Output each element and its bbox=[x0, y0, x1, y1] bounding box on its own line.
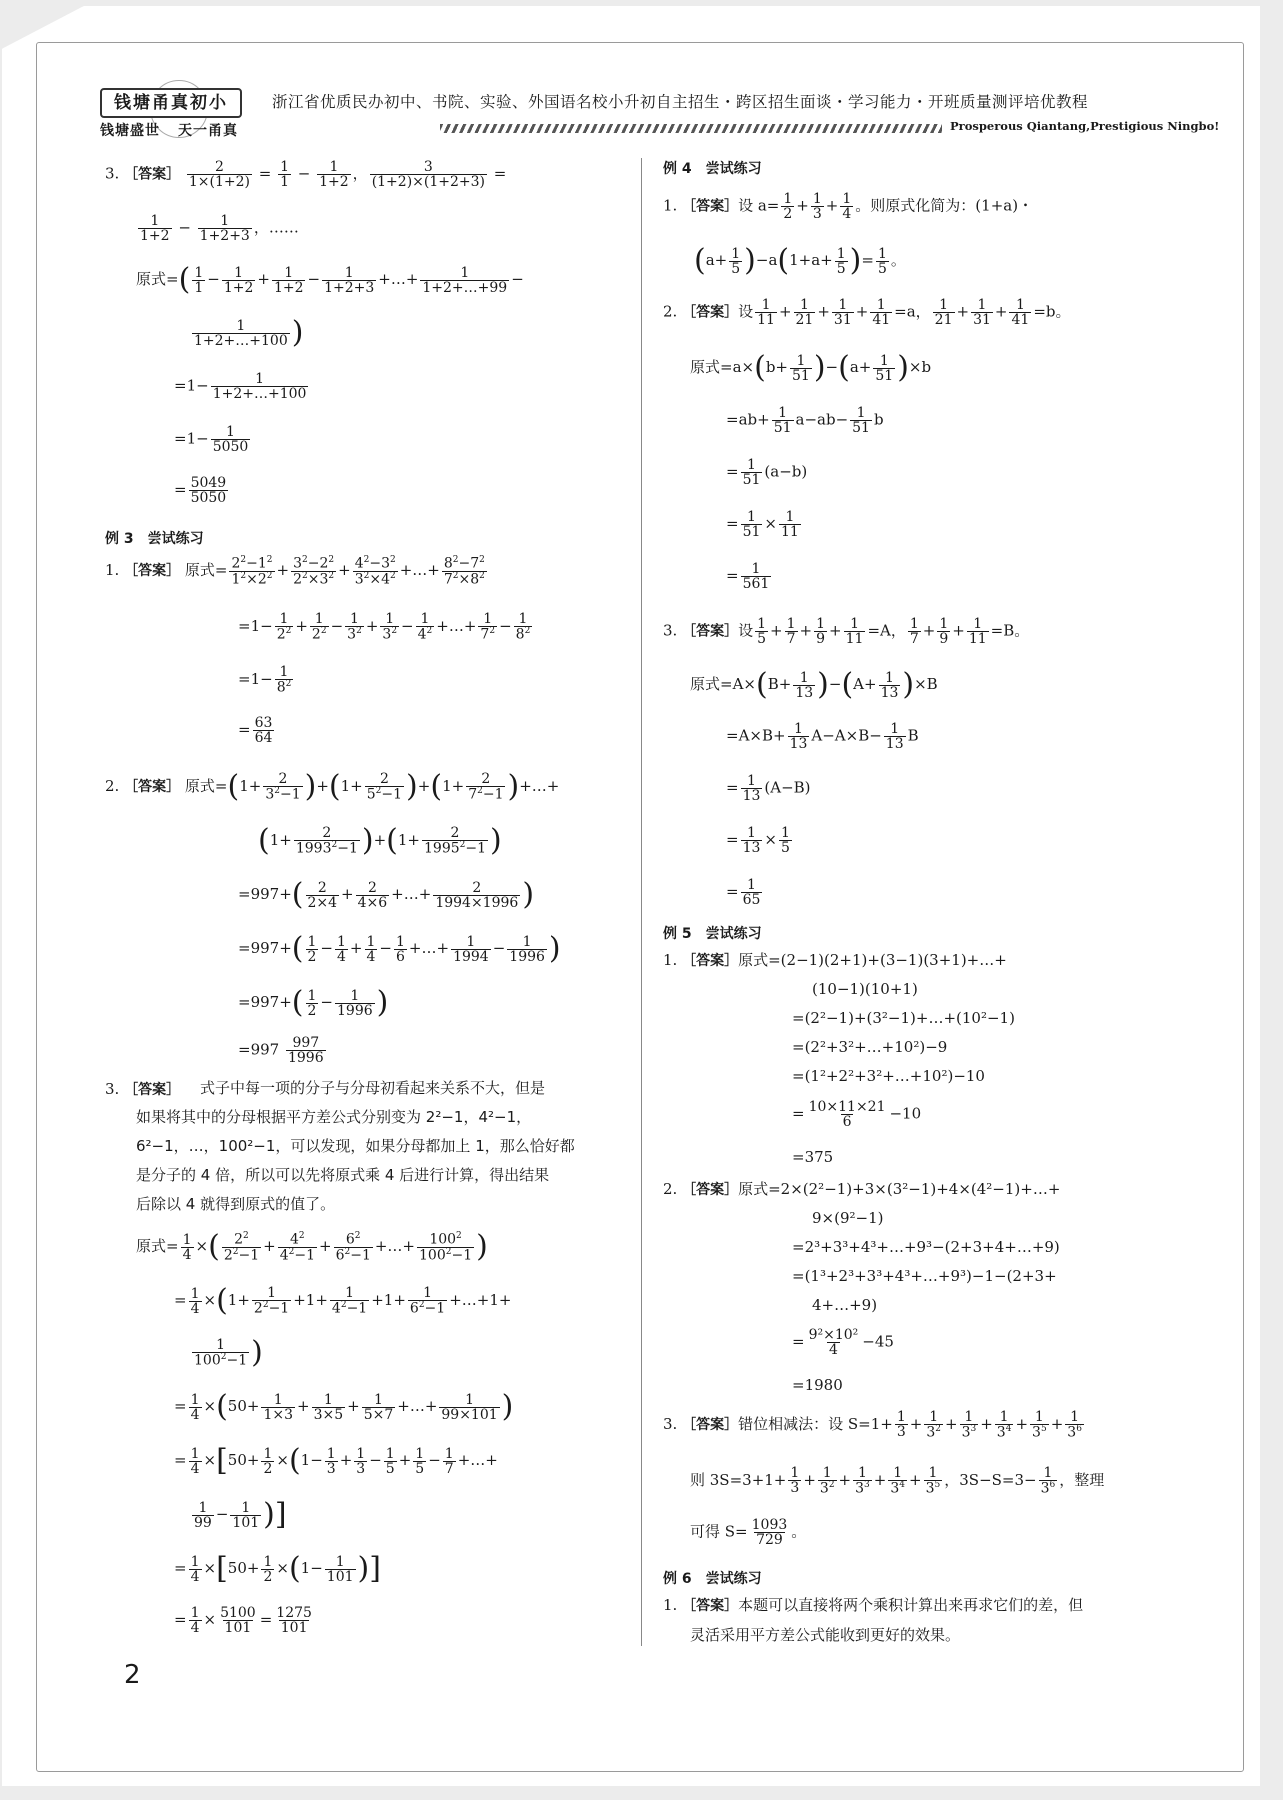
ex3-q2-line-1: 2. ［答案］ 原式=(1+ $\frac{2}{3^2-1}$ )+(1+ $\frac{2}{5^2-1}$ )+(1+ $\frac{2}{7^2-1}$ )+…+ bbox=[105, 769, 560, 804]
ex5-q1-line-5: =(1²+2²+3²+…+10²)−10 bbox=[792, 1067, 985, 1085]
tagline-right: 天一甬真 bbox=[178, 123, 238, 139]
ex3-q3-calc-7: = $\frac{1}{4}$ ×[50+ $\frac{1}{2}$ ×(1− $\frac{1}{101}$ )] bbox=[174, 1551, 381, 1586]
ex3-q3-calc-3: $\frac{1}{100^2-1}$ ) bbox=[194, 1335, 263, 1370]
ex3-q2-line-6: =997 $\frac{997}{1996}$ bbox=[238, 1035, 324, 1066]
example-5-heading: 例 5 尝试练习 bbox=[663, 926, 762, 942]
header-stripe-decoration bbox=[440, 124, 942, 133]
ex4-q2-line-6: = $\frac{1}{561}$ bbox=[726, 561, 770, 592]
ex5-q2-line-5: 4+…+9) bbox=[812, 1296, 878, 1314]
ex4-q3-line-4: = $\frac{1}{13}$ (A−B) bbox=[726, 773, 811, 804]
ex3-q3-label: 3. ［答案］ bbox=[105, 1080, 181, 1098]
ex5-q2-line-2: 9×(9²−1) bbox=[812, 1209, 884, 1227]
header-title: 浙江省优质民办初中、书院、实验、外国语名校小升初自主招生・跨区招生面谈・学习能力・开班质量测评培优教程 bbox=[272, 93, 1089, 111]
header-english-slogan: Prosperous Qiantang,Prestigious Ningbo! bbox=[950, 119, 1220, 133]
ex5-q3-line-2: 则 3S=3+1+ $\frac{1}{3}$ + $\frac{1}{3^2}$ + $\frac{1}{3^3}$ + $\frac{1}{3^4}$ + $\frac{1}{3^5}$ ，3S−S=3− $\frac{1}{3^6}$ ，整理 bbox=[690, 1465, 1105, 1497]
ex4-q3-line-2: 原式=A×(B+ $\frac{1}{13}$ )−(A+ $\frac{1}{13}$ )×B bbox=[690, 667, 938, 702]
tagline-left: 钱塘盛世 bbox=[100, 123, 160, 139]
ex3-q3-calc-6: $\frac{1}{99}$ − $\frac{1}{101}$ )] bbox=[194, 1497, 287, 1532]
ex5-q3-line-3: 可得 S= $\frac{1093}{729}$ 。 bbox=[690, 1517, 807, 1548]
ex4-q3-line-1: 3. ［答案］设 $\frac{1}{5}$ + $\frac{1}{7}$ + $\frac{1}{9}$ + $\frac{1}{11}$ =A， $\frac{1}{7}$ + $\frac{1}{9}$ + $\frac{1}{11}$ =B。 bbox=[663, 616, 1030, 647]
ex5-q1-line-1: 1. ［答案］原式=(2−1)(2+1)+(3−1)(3+1)+…+ bbox=[663, 951, 1007, 969]
ex4-q2-line-4: = $\frac{1}{51}$ (a−b) bbox=[726, 457, 808, 488]
q3a-line-3: 原式=( $\frac{1}{1}$ − $\frac{1}{1+2}$ + $\frac{1}{1+2}$ − $\frac{1}{1+2+3}$ +…+ $\frac{1}{1+2+\dots+99}$ − bbox=[136, 262, 524, 297]
ex3-q3-para-line-2: 如果将其中的分母根据平方差公式分别变为 2²−1，4²−1， bbox=[136, 1108, 532, 1126]
column-divider bbox=[641, 158, 642, 1646]
example-6-heading: 例 6 尝试练习 bbox=[663, 1571, 762, 1587]
header-tagline bbox=[100, 120, 238, 140]
q3a-line-6: =1− $\frac{1}{5050}$ bbox=[174, 424, 249, 455]
ex3-q2-line-5: =997+( $\frac{1}{2}$ − $\frac{1}{1996}$ ) bbox=[238, 985, 389, 1020]
header-logo: 钱塘甬真初小 bbox=[100, 88, 242, 118]
ex4-q2-line-3: =ab+ $\frac{1}{51}$ a−ab− $\frac{1}{51}$ b bbox=[726, 405, 884, 436]
ex4-q2-line-1: 2. ［答案］设 $\frac{1}{11}$ + $\frac{1}{21}$ + $\frac{1}{31}$ + $\frac{1}{41}$ =a， $\frac{1}{21}$ + $\frac{1}{31}$ + $\frac{1}{41}$ =b。 bbox=[663, 297, 1071, 328]
page-number: 2 bbox=[124, 1660, 141, 1690]
q3a-line-2: $\frac{1}{1+2}$ − $\frac{1}{1+2+3}$ ，…… bbox=[140, 213, 299, 244]
ex3-q3-para-line-3: 6²−1，…，100²−1，可以发现，如果分母都加上 1，那么恰好都 bbox=[136, 1137, 575, 1155]
ex3-q3-calc-8: = $\frac{1}{4}$ × $\frac{5100}{101}$ = $\frac{1275}{101}$ bbox=[174, 1605, 312, 1636]
ex4-q2-line-5: = $\frac{1}{51}$ × $\frac{1}{11}$ bbox=[726, 509, 799, 540]
ex5-q2-line-6: = $\frac{\text{9²×10²}}{4}$ −45 bbox=[792, 1327, 894, 1358]
ex3-q1-line-4: = $\frac{63}{64}$ bbox=[238, 715, 273, 746]
ex3-q3-para-line-4: 是分子的 4 倍，所以可以先将原式乘 4 后进行计算，得出结果 bbox=[136, 1166, 550, 1184]
ex5-q2-line-1: 2. ［答案］原式=2×(2²−1)+3×(3²−1)+4×(4²−1)+…+ bbox=[663, 1180, 1061, 1198]
ex3-q3-para-line-1: 式子中每一项的分子与分母初看起来关系不大，但是 bbox=[200, 1079, 546, 1097]
ex3-q3-calc-1: 原式= $\frac{1}{4}$ ×( $\frac{2^2}{2^2-1}$ + $\frac{4^2}{4^2-1}$ + $\frac{6^2}{6^2-1}$ +…+ $\frac{100^2}{100^2-1}$ ) bbox=[136, 1229, 488, 1265]
ex4-q2-line-2: 原式=a×(b+ $\frac{1}{51}$ )−(a+ $\frac{1}{51}$ )×b bbox=[690, 350, 932, 385]
ex4-q1-line-1: 1. ［答案］设 a= $\frac{1}{2}$ + $\frac{1}{3}$ + $\frac{1}{4}$ 。则原式化简为：(1+a)・ bbox=[663, 191, 1034, 222]
ex3-q3-calc-4: = $\frac{1}{4}$ ×(50+ $\frac{1}{1\times 3}$ + $\frac{1}{3\times 5}$ + $\frac{1}{5\times 7}$ +…+ $\frac{1}{99\times 101}$ ) bbox=[174, 1389, 514, 1424]
ex5-q3-line-1: 3. ［答案］错位相减法：设 S=1+ $\frac{1}{3}$ + $\frac{1}{3^2}$ + $\frac{1}{3^3}$ + $\frac{1}{3^4}$ + $\frac{1}{3^5}$ + $\frac{1}{3^6}$ bbox=[663, 1409, 1082, 1441]
ex3-q3-calc-2: = $\frac{1}{4}$ ×(1+ $\frac{1}{2^2-1}$ +1+ $\frac{1}{4^2-1}$ +1+ $\frac{1}{6^2-1}$ +…+1+ bbox=[174, 1283, 512, 1318]
ex3-q1-line-3: =1− $\frac{1}{8^2}$ bbox=[238, 664, 292, 696]
ex4-q3-line-3: =A×B+ $\frac{1}{13}$ A−A×B− $\frac{1}{13}$ B bbox=[726, 721, 919, 752]
ex5-q1-line-6: = $\frac{10\times 11\times 21}{6}$ −10 bbox=[792, 1099, 922, 1130]
ex3-q3-calc-5: = $\frac{1}{4}$ ×[50+ $\frac{1}{2}$ ×(1− $\frac{1}{3}$ + $\frac{1}{3}$ − $\frac{1}{5}$ + $\frac{1}{5}$ − $\frac{1}{7}$ +…+ bbox=[174, 1443, 498, 1478]
ex3-q2-line-3: =997+( $\frac{2}{2\times 4}$ + $\frac{2}{4\times 6}$ +…+ $\frac{2}{1994\times 1996}$ ) bbox=[238, 877, 535, 912]
ex3-q1-line-2: =1− $\frac{1}{2^2}$ + $\frac{1}{2^2}$ − $\frac{1}{3^2}$ + $\frac{1}{3^2}$ − $\frac{1}{4^2}$ +…+ $\frac{1}{7^2}$ − $\frac{1}{8^2}$ bbox=[238, 611, 531, 643]
q3a-line-5: =1− $\frac{1}{1+2+\dots+100}$ bbox=[174, 371, 307, 402]
ex3-q2-line-2: (1+ $\frac{2}{1993^2-1}$ )+(1+ $\frac{2}{1995^2-1}$ ) bbox=[258, 823, 502, 858]
ex5-q1-line-4: =(2²+3²+…+10²)−9 bbox=[792, 1038, 948, 1056]
ex5-q1-line-2: (10−1)(10+1) bbox=[812, 980, 918, 998]
ex6-q1-line-1: 1. ［答案］本题可以直接将两个乘积计算出来再求它们的差，但 bbox=[663, 1596, 1084, 1614]
ex3-q1-line-1: 1. ［答案］ 原式= $\frac{2^2-1^2}{1^2\times 2^2}$ + $\frac{3^2-2^2}{2^2\times 3^2}$ + $\frac{4^2-3^2}{3^2\times 4^2}$ +…+ $\frac{8^2-7^2}{7^2\times 8^2}$ bbox=[105, 555, 485, 588]
example-4-heading: 例 4 尝试练习 bbox=[663, 161, 762, 177]
ex4-q3-line-6: = $\frac{1}{65}$ bbox=[726, 877, 761, 908]
q3a-line-1: 3. ［答案］ $\frac{2}{1\times(1+2)}$ = $\frac{1}{1}$ − $\frac{1}{1+2}$ ， $\frac{3}{(1+2)\times(1+2+3)}$ = bbox=[105, 159, 507, 190]
ex6-q1-line-2: 灵活采用平方差公式能收到更好的效果。 bbox=[690, 1626, 961, 1644]
example-3-heading: 例 3 尝试练习 bbox=[105, 531, 204, 547]
ex4-q3-line-5: = $\frac{1}{13}$ × $\frac{1}{5}$ bbox=[726, 825, 790, 856]
ex5-q2-line-7: =1980 bbox=[792, 1376, 843, 1394]
q3a-line-7: = $\frac{5049}{5050}$ bbox=[174, 475, 227, 506]
q3a-line-4: $\frac{1}{1+2+\dots+100}$ ) bbox=[194, 315, 304, 350]
ex4-q1-line-2: (a+ $\frac{1}{5}$ )−a(1+a+ $\frac{1}{5}$ )= $\frac{1}{5}$ 。 bbox=[694, 243, 906, 278]
ex5-q2-line-3: =2³+3³+4³+…+9³−(2+3+4+…+9) bbox=[792, 1238, 1060, 1256]
ex5-q2-line-4: =(1³+2³+3³+4³+…+9³)−1−(2+3+ bbox=[792, 1267, 1057, 1285]
ex5-q1-line-3: =(2²−1)+(3²−1)+…+(10²−1) bbox=[792, 1009, 1015, 1027]
ex3-q2-line-4: =997+( $\frac{1}{2}$ − $\frac{1}{4}$ + $\frac{1}{4}$ − $\frac{1}{6}$ +…+ $\frac{1}{1994}$ − $\frac{1}{1996}$ ) bbox=[238, 931, 561, 966]
ex3-q3-para-line-5: 后除以 4 就得到原式的值了。 bbox=[136, 1195, 336, 1213]
ex5-q1-line-7: =375 bbox=[792, 1148, 834, 1166]
